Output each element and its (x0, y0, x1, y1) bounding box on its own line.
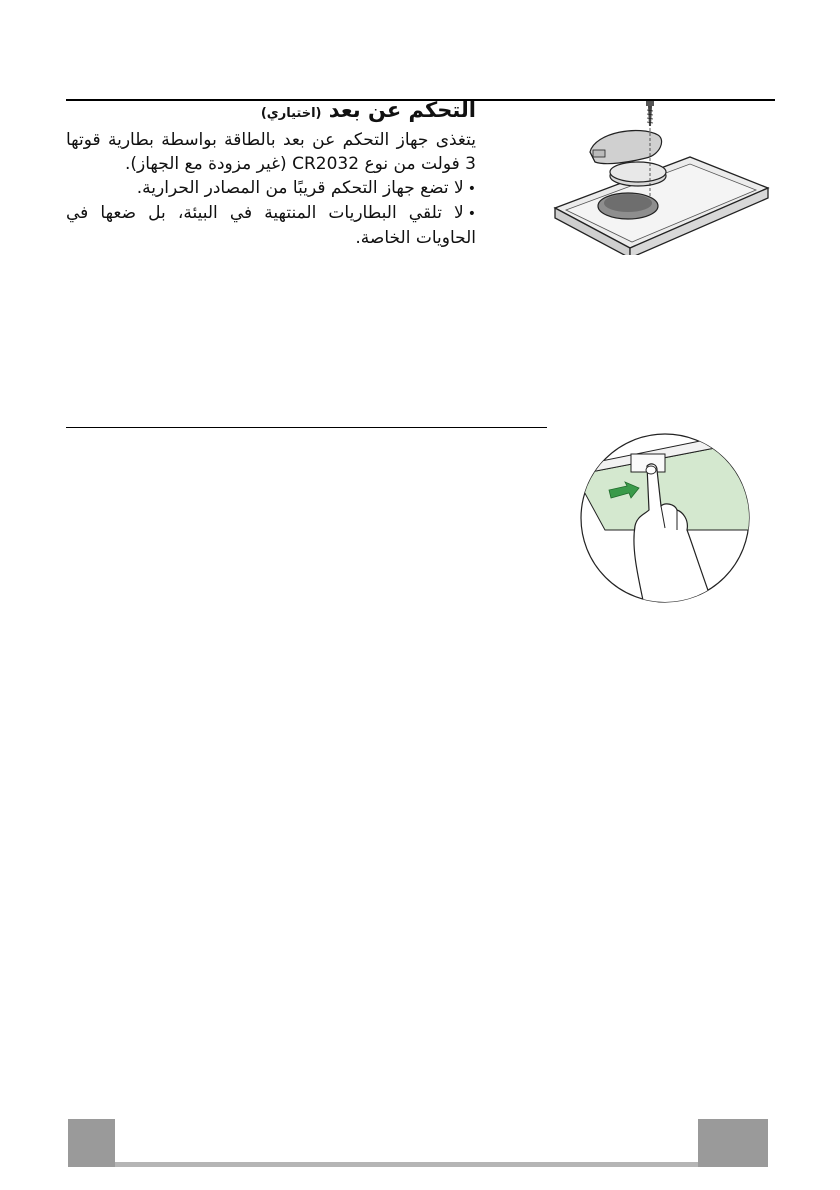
remote-battery-illustration (550, 100, 770, 255)
heading-text: التحكم عن بعد (328, 98, 476, 122)
bullet-text: لا تلقي البطاريات المنتهية في البيئة، بل ضعها في الحاويات الخاصة. (66, 203, 476, 248)
bullet-icon: • (467, 181, 476, 197)
bullet-item (66, 176, 476, 201)
remote-control-section (66, 96, 476, 250)
footer-bar (68, 1162, 768, 1167)
heading-optional-note: (اختياري) (260, 106, 322, 121)
bullet-text: لا تضع جهاز التحكم قريبًا من المصادر الحرارية. (136, 178, 464, 198)
screw-icon (646, 101, 654, 126)
battery-paragraph: يتغذى جهاز التحكم عن بعد بالطاقة بواسطة بطارية قوتها 3 فولت من نوع CR2032 (غير مزودة مع الجهاز). (66, 130, 476, 174)
bullet-item (66, 201, 476, 250)
coin-battery-icon (610, 162, 666, 186)
bullet-icon: • (467, 206, 476, 222)
section-divider (66, 427, 547, 428)
section-heading (66, 96, 476, 128)
footer-page-box-right (698, 1119, 768, 1167)
filter-removal-illustration (565, 430, 755, 610)
battery-cover-icon (590, 130, 662, 163)
footer-page-box-left (68, 1119, 115, 1167)
